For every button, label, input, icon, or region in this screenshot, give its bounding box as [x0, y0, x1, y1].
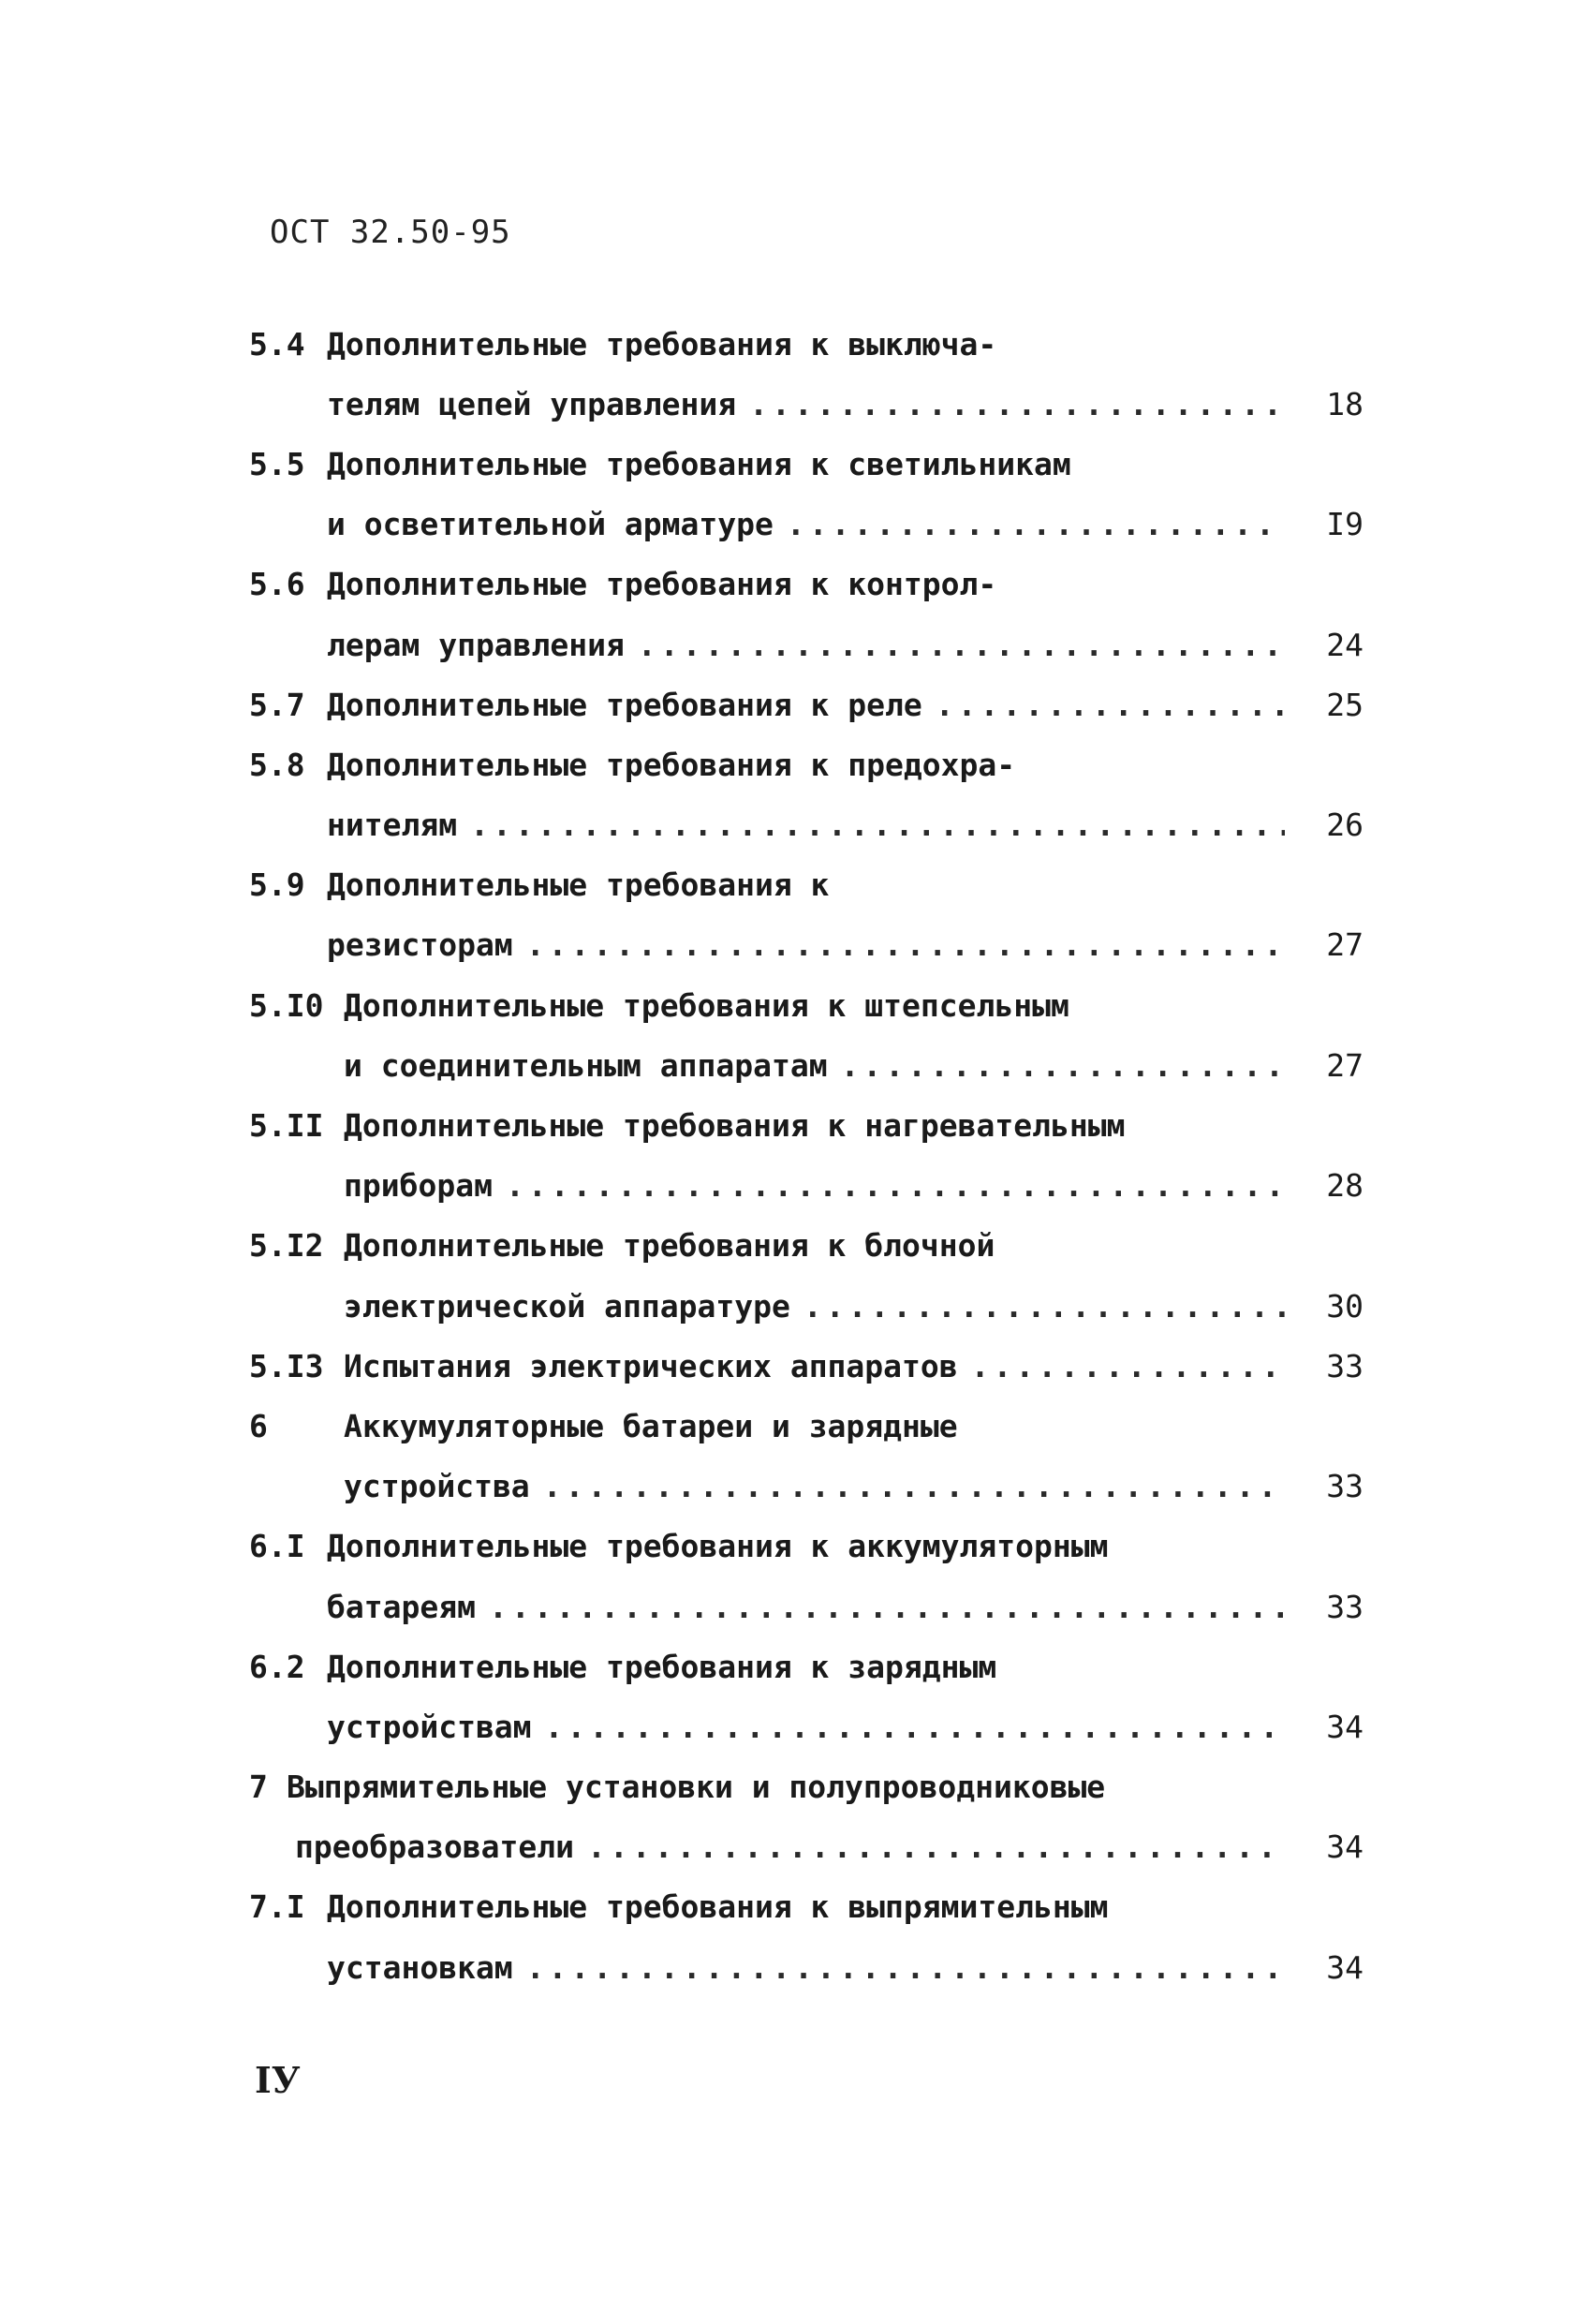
- toc-entry-text: электрической аппаратуре: [344, 1287, 790, 1325]
- toc-entry-text: Дополнительные требования к предохра-: [327, 746, 1016, 783]
- toc-entry-number: 6.I: [249, 1528, 305, 1565]
- toc-entry-title: [249, 1757, 1364, 1817]
- dot-leader: [526, 926, 1285, 963]
- dot-leader: [489, 1589, 1285, 1625]
- toc-page-number: 27: [1326, 926, 1364, 964]
- toc-entry-title: [249, 1216, 1364, 1276]
- dot-leader: [506, 1167, 1285, 1204]
- toc-page-number: 24: [1326, 626, 1364, 663]
- table-of-contents: [249, 314, 1364, 1997]
- toc-entry-text: Дополнительные требования к выпрямительным: [327, 1888, 1109, 1926]
- toc-page-number: 30: [1326, 1287, 1364, 1325]
- toc-entry-text: и осветительной арматуре: [327, 506, 774, 543]
- toc-entry-continuation: [249, 915, 1364, 975]
- toc-entry-text: Дополнительные требования к: [327, 866, 830, 904]
- toc-entry-number: 7: [249, 1769, 268, 1806]
- toc-page-number: 33: [1326, 1347, 1364, 1384]
- toc-entry-text: Дополнительные требования к реле: [327, 686, 922, 723]
- toc-entry-title: [249, 314, 1364, 374]
- toc-entry-number: 5.II: [249, 1107, 324, 1145]
- toc-entry-text: телям цепей управления: [327, 385, 737, 422]
- toc-entry-continuation: [249, 1276, 1364, 1336]
- toc-page-number: 28: [1326, 1167, 1364, 1205]
- dot-leader: [587, 1828, 1285, 1865]
- toc-entry-number: 5.8: [249, 746, 305, 783]
- toc-page-number: 33: [1326, 1468, 1364, 1505]
- dot-leader: [803, 1288, 1285, 1325]
- dot-leader: [526, 1949, 1285, 1986]
- toc-entry-number: 6: [249, 1407, 268, 1444]
- toc-entry-continuation: [249, 1156, 1364, 1216]
- toc-entry-number: 5.I0: [249, 986, 324, 1024]
- toc-entry-text: Дополнительные требования к выключа-: [327, 325, 997, 363]
- toc-entry-title: [249, 434, 1364, 494]
- toc-entry-number: 5.4: [249, 325, 305, 363]
- toc-entry-text: установкам: [327, 1948, 513, 1986]
- toc-entry-number: 5.6: [249, 566, 305, 603]
- toc-entry-title: [249, 734, 1364, 794]
- page-roman-numeral: IУ: [255, 2059, 301, 2101]
- toc-page-number: I9: [1326, 506, 1364, 543]
- dot-leader: [841, 1047, 1285, 1084]
- toc-entry-title: [249, 674, 1364, 734]
- toc-entry-text: Выпрямительные установки и полупроводниковые: [287, 1769, 1106, 1806]
- toc-entry-number: 7.I: [249, 1888, 305, 1926]
- toc-entry-continuation: [249, 1035, 1364, 1095]
- toc-entry-text: Дополнительные требования к нагревательным: [344, 1107, 1126, 1145]
- dot-leader: [543, 1468, 1285, 1504]
- toc-entry-text: Дополнительные требования к зарядным: [327, 1648, 997, 1685]
- toc-entry-number: 6.2: [249, 1648, 305, 1685]
- toc-entry-text: устройствам: [327, 1708, 532, 1745]
- toc-entry-continuation: [249, 1576, 1364, 1636]
- dot-leader: [545, 1709, 1285, 1745]
- toc-entry-title: [249, 1095, 1364, 1155]
- toc-entry-continuation: [249, 495, 1364, 555]
- dot-leader: [936, 687, 1285, 723]
- toc-entry-title: [249, 1877, 1364, 1937]
- toc-entry-title: [249, 1517, 1364, 1576]
- toc-entry-title: [249, 555, 1364, 614]
- toc-entry-text: Дополнительные требования к контрол-: [327, 566, 997, 603]
- toc-page-number: 18: [1326, 385, 1364, 422]
- toc-entry-number: 5.5: [249, 445, 305, 482]
- toc-page-number: 34: [1326, 1948, 1364, 1986]
- toc-entry-continuation: [249, 614, 1364, 674]
- dot-leader: [787, 506, 1285, 542]
- toc-entry-title: [249, 855, 1364, 915]
- toc-entry-continuation: [249, 1696, 1364, 1756]
- toc-entry-text: приборам: [344, 1167, 493, 1205]
- toc-entry-number: 5.I2: [249, 1227, 324, 1265]
- toc-entry-title: [249, 1336, 1364, 1396]
- toc-entry-text: резисторам: [327, 926, 513, 964]
- toc-entry-text: Аккумуляторные батареи и зарядные: [344, 1407, 958, 1444]
- toc-entry-continuation: [249, 1817, 1364, 1877]
- toc-entry-text: и соединительным аппаратам: [344, 1046, 828, 1084]
- toc-entry-continuation: [249, 1937, 1364, 1997]
- toc-entry-text: батареям: [327, 1588, 476, 1625]
- toc-page-number: 34: [1326, 1828, 1364, 1866]
- toc-page-number: 25: [1326, 686, 1364, 723]
- document-code: ОСТ 32.50-95: [270, 214, 511, 251]
- toc-entry-number: 5.I3: [249, 1347, 324, 1384]
- dot-leader: [638, 627, 1285, 663]
- dot-leader: [470, 807, 1285, 843]
- toc-entry-text: Дополнительные требования к штепсельным: [344, 986, 1069, 1024]
- toc-entry-text: Дополнительные требования к аккумуляторным: [327, 1528, 1109, 1565]
- toc-entry-text: нителям: [327, 807, 458, 844]
- toc-entry-text: преобразователи: [295, 1828, 575, 1866]
- toc-page-number: 33: [1326, 1588, 1364, 1625]
- toc-entry-continuation: [249, 795, 1364, 855]
- toc-entry-continuation: [249, 1457, 1364, 1517]
- dot-leader: [749, 386, 1285, 422]
- toc-entry-text: Дополнительные требования к блочной: [344, 1227, 995, 1265]
- toc-entry-text: Испытания электрических аппаратов: [344, 1347, 958, 1384]
- toc-entry-text: устройства: [344, 1468, 530, 1505]
- toc-entry-text: лерам управления: [327, 626, 625, 663]
- toc-entry-title: [249, 975, 1364, 1035]
- toc-entry-title: [249, 1636, 1364, 1696]
- toc-page-number: 27: [1326, 1046, 1364, 1084]
- toc-entry-number: 5.7: [249, 686, 305, 723]
- toc-entry-number: 5.9: [249, 866, 305, 904]
- toc-page-number: 26: [1326, 807, 1364, 844]
- toc-entry-continuation: [249, 374, 1364, 434]
- toc-entry-title: [249, 1396, 1364, 1456]
- toc-entry-text: Дополнительные требования к светильникам: [327, 445, 1071, 482]
- toc-page-number: 34: [1326, 1708, 1364, 1745]
- dot-leader: [971, 1348, 1285, 1384]
